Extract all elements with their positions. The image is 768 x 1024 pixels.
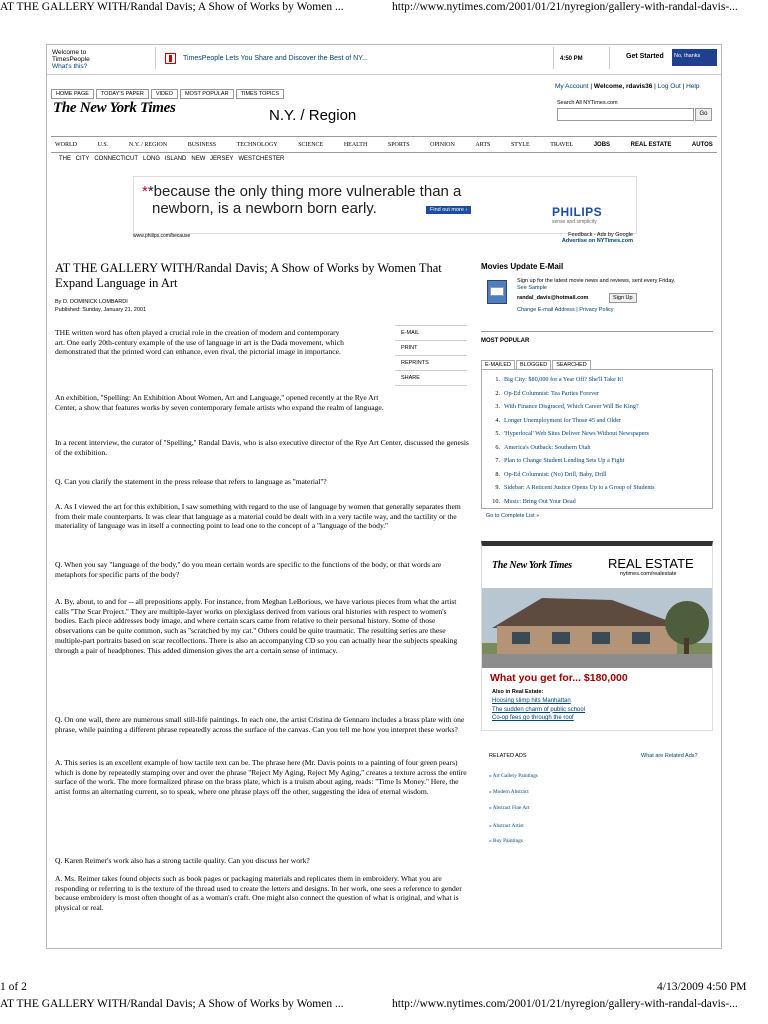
article-paragraph: A. By, about, to and for -- all prepositions apply. For instance, from Meghan LeBorious, we have various pieces from what the artist calls ''The Scar Project.'' They are multiple-layer works on plexiglass derived from various oral histories with respect to women's bodies. Each piece addresses body image, and where certain scars came from relative to their personal history. Some of those observations can be quite common, such as ''scratched by my cat.'' Others could be quite traumatic. The resulting series are these multiple-part portraits based on scar recollections. There is also an accompanying CD so you can actually hear the subjects speaking through a pair of headphones. This added dimension gives the art a certain sense of intimacy.: [55, 597, 458, 655]
print-header-title: AT THE GALLERY WITH/Randal Davis; A Show of Works by Women ...: [0, 1, 344, 13]
ad-tagline: sense and simplicity: [552, 219, 597, 225]
divider: [155, 47, 156, 69]
most-popular-tab[interactable]: BLOGGED: [516, 360, 551, 369]
most-popular-rank: 5.: [495, 430, 500, 437]
timespeople-logo-icon: [165, 53, 176, 64]
re-link[interactable]: The sudden charm of public school: [492, 706, 586, 713]
article-paragraph: THE written word has often played a crucial role in the creation of modern and contemporary art. One early 20th-century example of the use of language in art is the Dada movement, which demonstrated that the printed word can enhance, even rival, the pictorial image in importance.: [55, 328, 344, 357]
most-popular-link[interactable]: Op-Ed Columnist: (No) Drill, Baby, Drill: [504, 470, 607, 478]
most-popular-item[interactable]: [486, 400, 712, 414]
ad-line-2: newborn, is a newborn born early.: [152, 200, 377, 217]
related-ad-link[interactable]: » Modern Abstract: [489, 789, 529, 795]
article-paragraph: In a recent interview, the curator of ''Spelling,'' Randal Davis, who is also executive director of the Rye Art Center, discussed the genesis of the exhibition.: [55, 438, 469, 457]
most-popular-rank: 10.: [492, 497, 500, 505]
see-sample-link[interactable]: See Sample: [517, 284, 547, 291]
section-link[interactable]: ARTS: [475, 141, 491, 148]
most-popular-rank: 3.: [495, 403, 500, 410]
byline: By D. DOMINICK LOMBARDI: [55, 299, 128, 305]
most-popular-rank: 7.: [495, 457, 500, 464]
print-header: [0, 0, 768, 16]
account-links: My Account | Welcome, rdavis36 | Log Out | Help: [555, 83, 700, 90]
most-popular-item[interactable]: [486, 387, 712, 401]
change-email-link[interactable]: Change E-mail Address: [517, 307, 575, 313]
most-popular-rank: 6.: [495, 443, 500, 451]
welcome-line-2: TimesPeople: [52, 56, 90, 63]
most-popular-link[interactable]: With Finance Disgraced, Which Career Will Be King?: [504, 403, 639, 410]
most-popular-list: [481, 369, 713, 519]
re-url: nytimes.com/realestate: [620, 571, 677, 577]
philips-logo: PHILIPS: [552, 205, 603, 219]
re-nyt-logo: The New York Times: [492, 560, 572, 571]
related-ad-link[interactable]: » Art Gallery Paintings: [489, 773, 538, 779]
topnav-item[interactable]: VIDEO: [151, 89, 178, 99]
article-paragraph: A. This series is an excellent example of how tactile text can be. The phrase here (Mr. Davis points to a painting of four green pears) which is done by repeatedly stamping over and over the phrase ''Reject My Aging, Reject My Aging,'' creates a texture across the entire surface of the work. The more formalized phrase on the brass plate, which is a truism about aging, reads: ''Time Is Money.'' Here, the artist forms an alternating current, so to speak, where one phrase plays off the other, suggesting the idea of eternal wisdom.: [55, 758, 467, 797]
help-link[interactable]: Help: [686, 83, 700, 90]
most-popular-item[interactable]: [486, 427, 712, 441]
what-are-related-ads-link[interactable]: What are Related Ads?: [641, 753, 698, 759]
print-footer: [0, 978, 768, 1024]
article-headline: AT THE GALLERY WITH/Randal Davis; A Show of Works by Women That Expand Language in Art: [55, 261, 442, 290]
most-popular-link[interactable]: 'Hyperlocal' Web Sites Deliver News Without Newspapers: [504, 430, 649, 437]
ad-line-1: **because the only thing more vulnerable than a: [142, 183, 462, 200]
divider: [553, 47, 554, 69]
most-popular-item[interactable]: [486, 414, 712, 428]
log-out-link[interactable]: Log Out: [657, 83, 681, 90]
top-nav: [51, 82, 286, 100]
topnav-item[interactable]: TODAY'S PAPER: [96, 89, 149, 99]
section-link[interactable]: N.Y. / REGION: [128, 141, 168, 148]
subsection-link[interactable]: LONG ISLAND: [143, 156, 187, 162]
whats-this-link[interactable]: What's this?: [52, 63, 88, 70]
nyt-logo[interactable]: The New York Times: [53, 100, 176, 116]
article-paragraph: A. As I viewed the art for this exhibition, I saw something with regard to the use of language by women that generally separates them from their male counterparts. It was clear that language as a material could be dealt with in a very tactile way, and the tactility or the materiality of language was in itself a connecting point to lead one to the concept of a ''language of the body.'': [55, 502, 461, 531]
get-started-button[interactable]: Get Started: [626, 53, 664, 60]
sections-nav: [51, 136, 717, 153]
house-photo: [482, 588, 712, 668]
most-popular-item[interactable]: [486, 495, 712, 509]
most-popular-title: MOST POPULAR: [481, 338, 530, 344]
most-popular-item[interactable]: [486, 468, 712, 482]
most-popular-rank: 1.: [495, 376, 500, 383]
article-paragraph: Q. On one wall, there are numerous small still-life paintings. In each one, the artist Cristina de Gennaro includes a brass plate with one phrase, while painting a different phrase repeatedly across the surface of the canvas. Can you tell me how you interpret these works?: [55, 715, 465, 734]
published-date: Published: Sunday, January 21, 2001: [55, 307, 147, 313]
movies-desc: [517, 278, 713, 291]
no-thanks-button[interactable]: No, thanks: [672, 49, 717, 66]
most-popular-rank: 2.: [495, 389, 500, 397]
divider: [609, 47, 610, 69]
ad-feedback-text[interactable]: Feedback - Ads by Google: [568, 232, 633, 238]
section-link[interactable]: BUSINESS: [187, 141, 217, 148]
topnav-item[interactable]: HOME PAGE: [51, 89, 94, 99]
section-link[interactable]: TRAVEL: [550, 141, 574, 148]
ad-url[interactable]: www.philips.com/because: [133, 233, 191, 239]
subsection-link[interactable]: NEW JERSEY: [191, 156, 234, 162]
advertise-link[interactable]: Advertise on NYTimes.com: [561, 238, 633, 244]
article-tool-link[interactable]: PRINT: [395, 341, 467, 356]
complete-list-link[interactable]: Go to Complete List »: [486, 513, 540, 519]
article-paragraph: Q. When you say ''language of the body,'' do you mean certain words are specific to the functions of the body, or that words are metaphors for specific parts of the body?: [55, 560, 442, 579]
section-link[interactable]: REAL ESTATE: [630, 141, 672, 148]
subsections-nav: [59, 156, 289, 162]
most-popular-link[interactable]: Music: Bring Out Your Dead: [504, 497, 576, 505]
web-page: [46, 44, 722, 949]
ad-feedback: [555, 232, 633, 244]
welcome-user[interactable]: Welcome, rdavis36: [593, 83, 653, 90]
related-ad-link[interactable]: » Buy Paintings: [489, 838, 523, 844]
most-popular-link[interactable]: Op-Ed Columnist: Tea Parties Forever: [504, 389, 599, 397]
topnav-item[interactable]: MOST POPULAR: [180, 89, 234, 99]
article-paragraph: An exhibition, ''Spelling: An Exhibition About Women, Art and Language,'' opened recently at the Rye Art Center, a show that features works by seven contemporary female artists who expand the realm of language.: [55, 393, 384, 412]
most-popular-link[interactable]: Longer Unemployment for Those 45 and Older: [504, 416, 622, 424]
section-link[interactable]: SPORTS: [387, 141, 410, 148]
section-link[interactable]: JOBS: [593, 141, 611, 148]
sign-up-button[interactable]: Sign Up: [609, 293, 637, 303]
re-label: REAL ESTATE: [608, 556, 694, 571]
section-link[interactable]: SCIENCE: [298, 141, 324, 148]
topnav-item[interactable]: TIMES TOPICS: [236, 89, 285, 99]
article-tool-link[interactable]: SHARE: [395, 371, 467, 386]
most-popular-item[interactable]: [486, 481, 712, 495]
section-link[interactable]: TECHNOLOGY: [236, 141, 278, 148]
most-popular-rank: 4.: [495, 416, 500, 424]
movies-links: Change E-mail Address | Privacy Policy: [517, 307, 614, 313]
most-popular-link[interactable]: America's Outback: Southern Utah: [504, 443, 591, 451]
most-popular-link[interactable]: Big City: $80,000 for a Year Off? She'll Take It!: [504, 376, 624, 383]
movies-email: randal_davis@hotmail.com: [517, 295, 589, 301]
print-footer-title: AT THE GALLERY WITH/Randal Davis; A Show of Works by Women ...: [0, 998, 344, 1010]
philips-ad[interactable]: [133, 176, 637, 234]
most-popular-rank: 8.: [495, 470, 500, 478]
print-header-url: http://www.nytimes.com/2001/01/21/nyregion/gallery-with-randal-davis-...: [392, 1, 738, 13]
article-paragraph: Q. Can you clarify the statement in the press release that refers to language as ''material''?: [55, 477, 327, 486]
subsection-link[interactable]: WESTCHESTER: [238, 156, 285, 162]
article-paragraph: Q. Karen Reimer's work also has a strong tactile quality. Can you discuss her work?: [55, 856, 310, 865]
timespeople-promo-link[interactable]: TimesPeople Lets You Share and Discover the Best of NY...: [183, 55, 368, 62]
ad-find-out-button[interactable]: Find out more ›: [426, 206, 471, 214]
movies-desc-text: Sign up for the latest movie news and reviews, sent every Friday.: [517, 278, 676, 284]
re-link[interactable]: Co-op fees go through the roof: [492, 715, 574, 721]
timespeople-welcome: [52, 49, 90, 70]
movies-update-title: Movies Update E-Mail: [481, 262, 564, 271]
re-also: Also in Real Estate:: [492, 689, 544, 695]
most-popular-item[interactable]: [486, 454, 712, 468]
article-tool-link[interactable]: REPRINTS: [395, 356, 467, 371]
section-title: N.Y. / Region: [269, 107, 357, 124]
print-footer-url: http://www.nytimes.com/2001/01/21/nyregion/gallery-with-randal-davis-...: [392, 998, 738, 1010]
most-popular-link[interactable]: Plan to Change Student Lending Sets Up a Fight: [504, 457, 625, 464]
section-link[interactable]: WORLD: [55, 141, 77, 148]
section-link[interactable]: U.S.: [97, 141, 109, 148]
subsection-link[interactable]: THE CITY: [59, 156, 90, 162]
privacy-policy-link[interactable]: Privacy Policy: [579, 307, 614, 313]
section-link[interactable]: HEALTH: [343, 141, 368, 148]
print-footer-datetime: 4/13/2009 4:50 PM: [657, 981, 747, 993]
section-link[interactable]: AUTOS: [691, 141, 713, 148]
most-popular-tab[interactable]: E-MAILED: [481, 360, 515, 369]
timespeople-bar: [47, 45, 721, 75]
search-go-button[interactable]: Go: [695, 108, 712, 121]
re-link[interactable]: Hoosing slimp hits Manhattan: [492, 698, 571, 704]
most-popular-item[interactable]: [486, 373, 712, 387]
most-popular-rank: 9.: [495, 484, 500, 491]
related-ads-title: RELATED ADS: [489, 753, 527, 759]
real-estate-ad[interactable]: [481, 541, 713, 731]
welcome-line-1: Welcome to: [52, 49, 87, 56]
divider: [481, 331, 713, 332]
search-input[interactable]: [557, 108, 694, 121]
subsection-link[interactable]: CONNECTICUT: [94, 156, 139, 162]
print-footer-page: 1 of 2: [0, 981, 27, 993]
movies-email-icon: [487, 280, 507, 304]
related-ad-link[interactable]: » Abstract Artist: [489, 823, 524, 829]
my-account-link[interactable]: My Account: [555, 83, 589, 90]
article-paragraph: A. Ms. Reimer takes found objects such as book pages or packaging materials and replicates them in embroidery. What you are responding or referring to is the texture of the thread used to create the letters and designs. In her work, one sees a reference to gender because embroidery is most often thought of as a woman's craft. One might also connect the question of what is original, and what is physical or real.: [55, 874, 462, 913]
section-link[interactable]: STYLE: [510, 141, 530, 148]
search-label: Search All NYTimes.com: [557, 100, 618, 106]
most-popular-link[interactable]: Sidebar: A Reticent Justice Opens Up to a Group of Students: [504, 484, 655, 491]
related-ad-link[interactable]: » Abstract Fine Art: [489, 805, 530, 811]
time-display: 4:50 PM: [560, 56, 583, 62]
article-tools: [395, 325, 467, 386]
re-headline[interactable]: What you get for... $180,000: [490, 672, 628, 684]
most-popular-item[interactable]: [486, 441, 712, 455]
most-popular-tab[interactable]: SEARCHED: [552, 360, 591, 369]
article-tool-link[interactable]: E-MAIL: [395, 326, 467, 341]
section-link[interactable]: OPINION: [430, 141, 455, 148]
